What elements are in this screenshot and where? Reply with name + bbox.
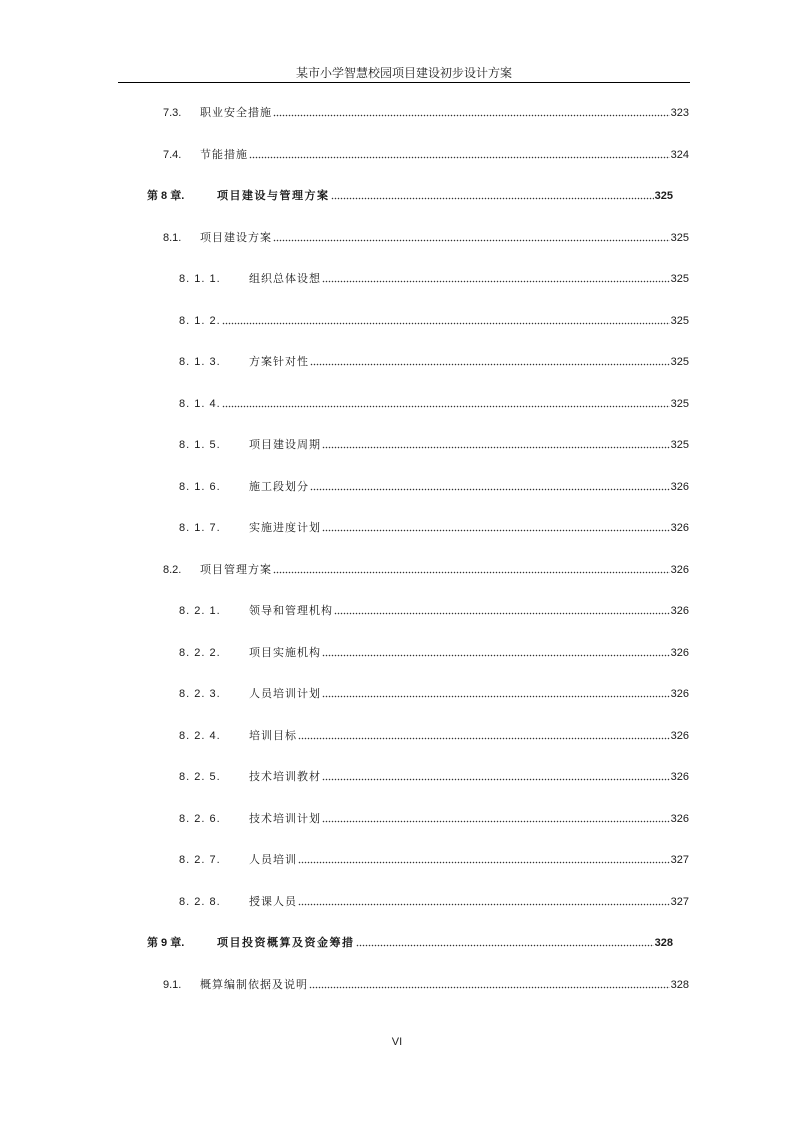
toc-entry-number: 8. 1. 5.: [179, 439, 221, 451]
toc-entry-page: 323: [670, 107, 689, 119]
toc-entry-page: 326: [670, 522, 689, 534]
toc-entry-title: 领导和管理机构: [249, 605, 333, 617]
toc-entry[interactable]: [179, 602, 689, 618]
toc-entry-page: 326: [670, 646, 689, 659]
toc-entry[interactable]: [179, 436, 689, 452]
toc-dot-leader: [322, 654, 670, 657]
toc-entry-page: 327: [670, 854, 689, 866]
toc-entry-title: 施工段划分: [249, 480, 309, 493]
toc-dot-leader: [322, 446, 670, 449]
toc-dot-leader: [273, 571, 670, 574]
toc-dot-leader: [334, 612, 670, 615]
toc-dot-leader: [298, 861, 670, 864]
toc-entry-number: 8. 2. 2.: [179, 646, 221, 659]
toc-dot-leader: [310, 363, 670, 366]
toc-entry-title: 技术培训计划: [249, 812, 321, 825]
toc-entry-title: 技术培训教材: [249, 771, 321, 783]
toc-entry-number: 8. 1. 1.: [179, 273, 221, 285]
toc-entry[interactable]: [179, 768, 689, 784]
toc-entry-page: 326: [670, 605, 689, 617]
toc-dot-leader: [310, 488, 670, 491]
toc-entry-page: 325: [670, 273, 689, 285]
toc-entry-page: 325: [670, 397, 689, 410]
toc-entry-title: 概算编制依据及说明: [200, 978, 308, 991]
toc-entry[interactable]: [179, 644, 689, 660]
toc-entry[interactable]: [147, 934, 673, 950]
toc-entry-number: 8. 2. 7.: [179, 854, 221, 866]
toc-entry[interactable]: [163, 104, 689, 120]
toc-entry-title: 职业安全措施: [200, 107, 272, 119]
toc-entry-number: 8. 1. 4.: [179, 397, 221, 410]
toc-entry-number: 8.2.: [163, 563, 182, 576]
toc-entry-title: 组织总体设想: [249, 273, 321, 285]
toc-entry-title: 项目建设与管理方案: [217, 190, 330, 202]
toc-entry[interactable]: [179, 478, 689, 494]
toc-entry[interactable]: [179, 395, 689, 411]
toc-entry-title: 项目实施机构: [249, 646, 321, 659]
toc-entry[interactable]: [163, 561, 689, 577]
toc-entry-page: 328: [670, 978, 689, 991]
toc-entry-title: 项目管理方案: [200, 563, 272, 576]
toc-entry[interactable]: [179, 353, 689, 369]
toc-entry-number: 8. 2. 8.: [179, 895, 221, 908]
toc-dot-leader: [322, 778, 670, 781]
toc-entry[interactable]: [179, 810, 689, 826]
toc-entry[interactable]: [179, 685, 689, 701]
toc-entry-title: 项目建设周期: [249, 439, 321, 451]
toc-entry-page: 326: [670, 563, 689, 576]
toc-dot-leader: [309, 986, 670, 989]
toc-entry[interactable]: [147, 187, 673, 203]
toc-entry[interactable]: [179, 270, 689, 286]
toc-entry-number: 第 9 章.: [147, 937, 185, 949]
toc-entry-number: 8. 1. 6.: [179, 480, 221, 493]
toc-entry-number: 8. 2. 1.: [179, 605, 221, 617]
toc-entry-number: 8. 2. 3.: [179, 688, 221, 700]
toc-dot-leader: [249, 156, 670, 159]
toc-dot-leader: [273, 114, 670, 117]
toc-entry-title: 授课人员: [249, 895, 297, 908]
toc-entry-page: 326: [670, 812, 689, 825]
toc-entry-page: 328: [654, 937, 673, 949]
page-number: VI: [391, 1036, 403, 1048]
toc-entry-title: 节能措施: [200, 148, 248, 161]
toc-entry-number: 8. 1. 2.: [179, 314, 221, 327]
toc-entry-title: 项目建设方案: [200, 231, 272, 244]
toc-dot-leader: [298, 737, 670, 740]
toc-entry-page: 326: [670, 688, 689, 700]
toc-entry[interactable]: [179, 519, 689, 535]
toc-dot-leader: [322, 280, 670, 283]
toc-entry-number: 8. 1. 7.: [179, 522, 221, 534]
toc-entry-page: 326: [670, 771, 689, 783]
toc-entry-title: 人员培训计划: [249, 688, 321, 700]
toc-entry-number: 8. 2. 5.: [179, 771, 221, 783]
toc-entry-page: 325: [670, 231, 689, 244]
toc-entry-page: 326: [670, 729, 689, 742]
toc-entry-title: 项目投资概算及资金筹措: [217, 937, 355, 949]
toc-entry[interactable]: [179, 893, 689, 909]
toc-entry-number: 7.4.: [163, 148, 182, 161]
toc-entry-title: 实施进度计划: [249, 522, 321, 534]
toc-dot-leader: [222, 405, 670, 408]
toc-dot-leader: [331, 197, 654, 200]
toc-entry-page: 325: [670, 314, 689, 327]
toc-entry-page: 325: [670, 356, 689, 368]
toc-entry-number: 7.3.: [163, 107, 182, 119]
toc-entry-number: 8. 2. 4.: [179, 729, 221, 742]
toc-entry-number: 9.1.: [163, 978, 182, 991]
toc-dot-leader: [222, 322, 670, 325]
toc-entry-page: 325: [670, 439, 689, 451]
toc-entry[interactable]: [179, 851, 689, 867]
toc-dot-leader: [298, 903, 670, 906]
toc-entry-title: 方案针对性: [249, 356, 309, 368]
toc-entry[interactable]: [163, 146, 689, 162]
toc-dot-leader: [273, 239, 670, 242]
toc-entry-number: 8. 1. 3.: [179, 356, 221, 368]
toc-entry[interactable]: [179, 727, 689, 743]
toc-dot-leader: [322, 529, 670, 532]
toc-dot-leader: [322, 695, 670, 698]
toc-entry-page: 327: [670, 895, 689, 908]
toc-entry-title: 人员培训: [249, 854, 297, 866]
toc-entry[interactable]: [163, 976, 689, 992]
page-header-title: 某市小学智慧校园项目建设初步设计方案: [295, 66, 512, 80]
toc-entry-page: 324: [670, 148, 689, 161]
toc-entry-page: 326: [670, 480, 689, 493]
toc-entry-number: 8. 2. 6.: [179, 812, 221, 825]
toc-entry-title: 培训目标: [249, 729, 297, 742]
toc-entry-number: 第 8 章.: [147, 190, 185, 202]
toc-dot-leader: [322, 820, 670, 823]
toc-entry[interactable]: [163, 229, 689, 245]
toc-entry-number: 8.1.: [163, 231, 182, 244]
toc-entry-page: 325: [654, 190, 673, 202]
toc-entry[interactable]: [179, 312, 689, 328]
toc-dot-leader: [356, 944, 654, 947]
